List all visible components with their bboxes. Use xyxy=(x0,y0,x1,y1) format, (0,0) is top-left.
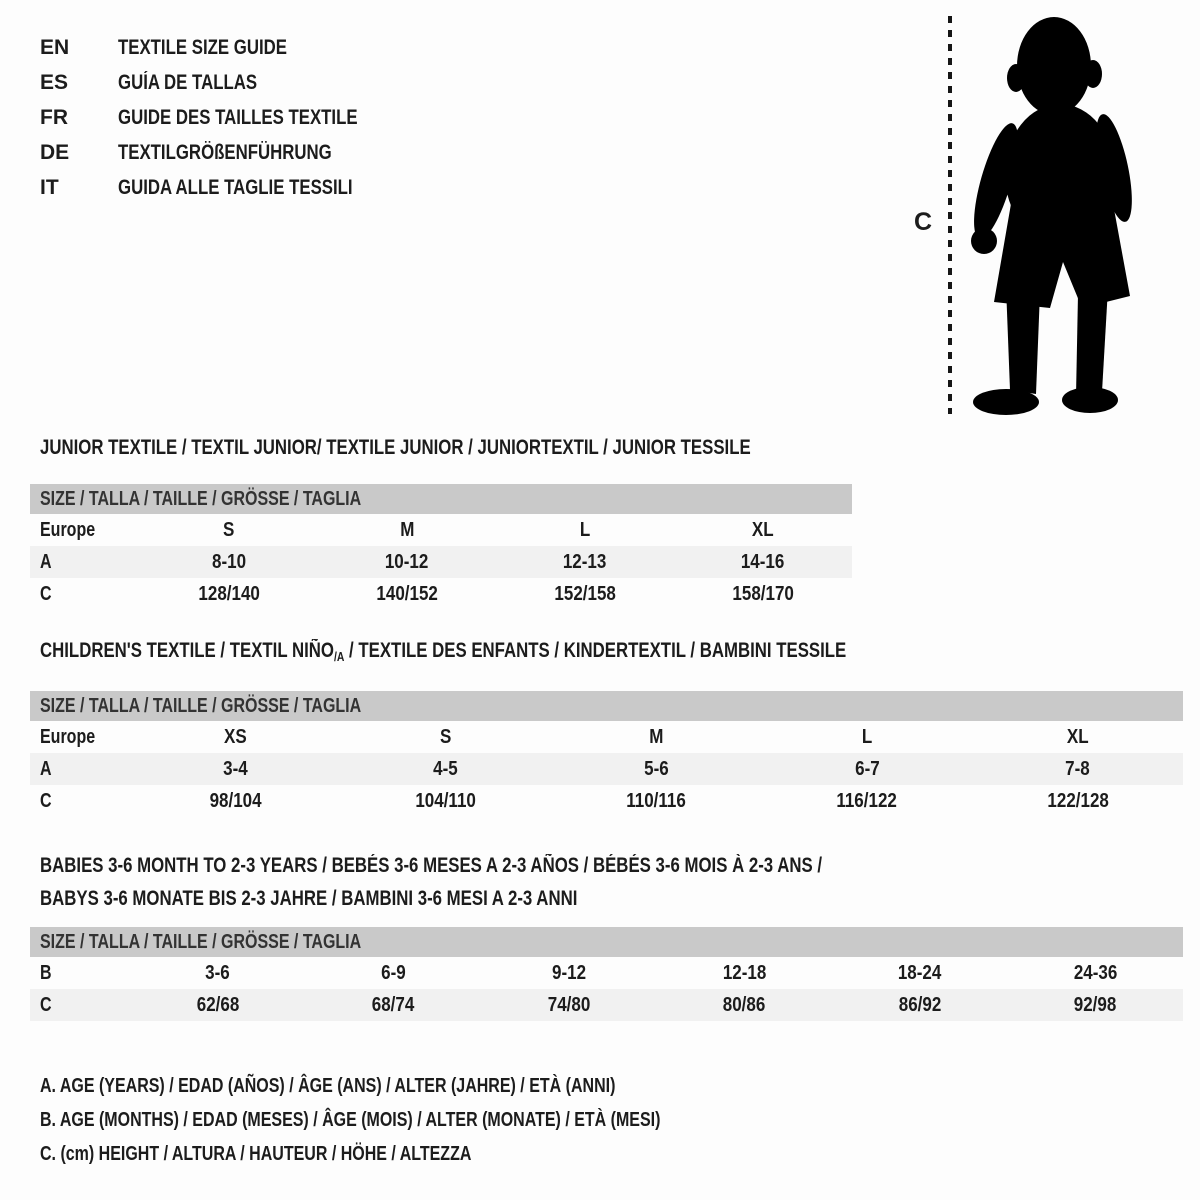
table-cell: XL xyxy=(752,518,774,541)
height-dashed-line xyxy=(948,16,952,414)
table-cell: 6-9 xyxy=(380,961,406,984)
table-row-height xyxy=(30,989,1183,1021)
table-cell: C xyxy=(40,789,52,812)
table-cell: 110/116 xyxy=(626,789,687,812)
table-cell: 6-7 xyxy=(854,757,880,780)
lang-row-en xyxy=(40,30,417,65)
table-cell: 12-13 xyxy=(563,550,607,573)
toddler-silhouette-image xyxy=(966,16,1138,418)
junior-size-table xyxy=(30,484,852,610)
lang-row-fr xyxy=(40,100,417,135)
table-cell: 86/92 xyxy=(898,993,942,1016)
table-header-row xyxy=(30,721,1183,753)
table-cell: L xyxy=(861,725,873,748)
table-header-row xyxy=(30,514,852,546)
table-cell: 9-12 xyxy=(551,961,586,984)
children-section-title: CHILDREN'S TEXTILE / TEXTIL NIÑO/A / TEXTILE DES ENFANTS / KINDERTEXTIL / BAMBINI TESSILE xyxy=(40,639,847,664)
table-cell: 62/68 xyxy=(196,993,240,1016)
lang-label: GUÍA DE TALLAS xyxy=(118,70,258,94)
table-row-age xyxy=(30,753,1183,785)
table-cell: 92/98 xyxy=(1073,993,1117,1016)
table-cell: XL xyxy=(1066,725,1089,748)
table-cell: 12-18 xyxy=(722,961,766,984)
measure-legend xyxy=(40,1069,816,1171)
children-size-table xyxy=(30,691,1183,817)
table-cell: L xyxy=(579,518,591,541)
table-cell: 152/158 xyxy=(554,582,616,605)
height-measure-label: C xyxy=(914,208,933,236)
table-cell: Europe xyxy=(40,518,96,541)
table-cell: 68/74 xyxy=(371,993,415,1016)
table-cell: 3-6 xyxy=(205,961,231,984)
lang-label: TEXTILE SIZE GUIDE xyxy=(118,35,287,59)
table-cell: XS xyxy=(223,725,247,748)
lang-label: GUIDA ALLE TAGLIE TESSILI xyxy=(118,175,353,199)
table-cell: 140/152 xyxy=(376,582,438,605)
table-cell: 18-24 xyxy=(898,961,942,984)
table-cell: Europe xyxy=(40,725,96,748)
table-cell: 7-8 xyxy=(1065,757,1090,780)
table-cell: 158/170 xyxy=(732,582,794,605)
table-cell: S xyxy=(223,518,235,541)
lang-label: GUIDE DES TAILLES TEXTILE xyxy=(118,105,358,129)
table-cell: 5-6 xyxy=(644,757,669,780)
table-cell: 104/110 xyxy=(415,789,477,812)
lang-code: ES xyxy=(40,70,69,94)
junior-section-title: JUNIOR TEXTILE / TEXTIL JUNIOR/ TEXTILE JUNIOR / JUNIORTEXTIL / JUNIOR TESSILE xyxy=(40,436,751,459)
table-cell: A xyxy=(40,757,52,780)
legend-line-a: A. AGE (YEARS) / EDAD (AÑOS) / ÂGE (ANS) / ALTER (JAHRE) / ETÀ (ANNI) xyxy=(40,1075,616,1097)
table-cell: S xyxy=(440,725,452,748)
size-header-bar: SIZE / TALLA / TAILLE / GRÖSSE / TAGLIA xyxy=(30,691,1183,721)
table-cell: 8-10 xyxy=(211,550,247,573)
table-cell: A xyxy=(40,550,52,573)
table-cell: 80/86 xyxy=(722,993,766,1016)
lang-row-it xyxy=(40,170,417,205)
size-header-bar: SIZE / TALLA / TAILLE / GRÖSSE / TAGLIA xyxy=(30,484,852,514)
table-cell: 14-16 xyxy=(741,550,785,573)
table-row-age-months xyxy=(30,957,1183,989)
lang-label: TEXTILGRÖßENFÜHRUNG xyxy=(118,140,332,164)
lang-code: FR xyxy=(40,105,68,129)
table-cell: 24-36 xyxy=(1073,961,1117,984)
table-cell: C xyxy=(40,993,52,1016)
babies-size-table xyxy=(30,927,1183,1021)
table-cell: M xyxy=(649,725,664,748)
table-cell: C xyxy=(40,582,52,605)
table-cell: 122/128 xyxy=(1046,789,1109,812)
lang-row-es xyxy=(40,65,417,100)
legend-line-c: C. (cm) HEIGHT / ALTURA / HAUTEUR / HÖHE / ALTEZZA xyxy=(40,1143,472,1165)
table-cell: 4-5 xyxy=(433,757,459,780)
language-title-list xyxy=(40,30,417,205)
lang-code: IT xyxy=(40,175,59,199)
babies-section-title: BABIES 3-6 MONTH TO 2-3 YEARS / BEBÉS 3-6 MESES A 2-3 AÑOS / BÉBÉS 3-6 MOIS À 2-3 ANS / BABYS 3-6 MONATE BIS 2-3 JAHRE / BAMBINI 3-6 MESI A 2-3 ANNI xyxy=(40,854,823,910)
table-row-height xyxy=(30,785,1183,817)
table-cell: 128/140 xyxy=(198,582,260,605)
table-row-age xyxy=(30,546,852,578)
table-cell: 10-12 xyxy=(385,550,429,573)
table-cell: 74/80 xyxy=(547,993,591,1016)
table-cell: B xyxy=(40,961,52,984)
table-cell: M xyxy=(399,518,415,541)
lang-code: EN xyxy=(40,35,70,59)
table-cell: 3-4 xyxy=(223,757,248,780)
lang-code: DE xyxy=(40,140,70,164)
table-row-height xyxy=(30,578,852,610)
size-header-bar: SIZE / TALLA / TAILLE / GRÖSSE / TAGLIA xyxy=(30,927,1183,957)
legend-line-b: B. AGE (MONTHS) / EDAD (MESES) / ÂGE (MOIS) / ALTER (MONATE) / ETÀ (MESI) xyxy=(40,1109,661,1131)
table-cell: 98/104 xyxy=(209,789,262,812)
lang-row-de xyxy=(40,135,417,170)
table-cell: 116/122 xyxy=(836,789,898,812)
